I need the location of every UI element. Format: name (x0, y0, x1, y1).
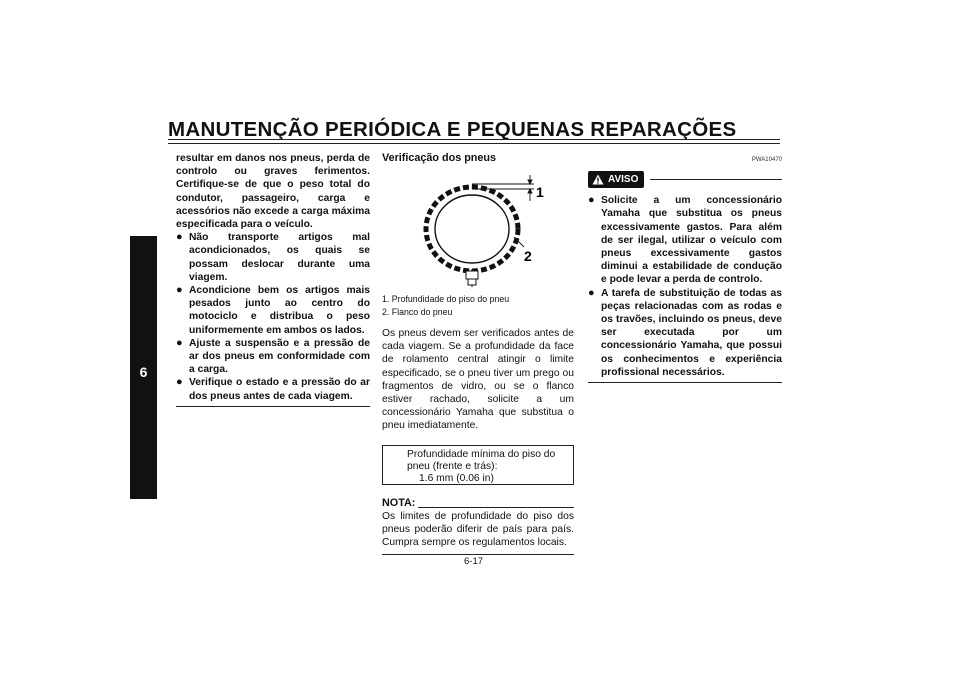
bullet-icon: ● (588, 286, 595, 299)
legend-item: 2. Flanco do pneu (382, 306, 453, 317)
section-end-rule (588, 382, 782, 383)
warning-header (588, 171, 782, 188)
spec-box (382, 445, 574, 485)
list-item: ● Solicite a um concessionário Yamaha que substitua os pneus excessivamente gastos. Para além de ser ilegal, utilizar o veículo com pneus excessivamente gastos diminui a estabilidade de condução e pode levar a perda de controlo. (588, 194, 782, 286)
column-3 (588, 152, 782, 383)
warning-rule (650, 179, 782, 180)
intro-text: resultar em danos nos pneus, perda de controlo ou graves ferimentos. Certifique-se de que o peso total do condutor, passageiro, carga e acessórios não excede a carga máxima especificada para o veículo. (176, 153, 370, 231)
warning-label: AVISO (608, 174, 639, 186)
note-header (382, 497, 574, 510)
warning-triangle-icon (592, 174, 604, 185)
spec-value: 1.6 mm (0.06 in) (419, 473, 494, 485)
bullet-icon: ● (176, 336, 183, 349)
note-text: Os limites de profundidade do piso dos pneus poderão diferir de país para país. Cumpra sempre os regulamentos locais. (382, 510, 574, 549)
chapter-tab (130, 236, 157, 499)
legend-item: 1. Profundidade do piso do pneu (382, 294, 510, 305)
warning-badge (588, 171, 644, 188)
column-1 (176, 152, 370, 407)
spec-label: Profundidade mínima do piso do (407, 448, 556, 460)
body-text: Os pneus devem ser verificados antes de cada viagem. Se a profundidade da face de rolamento central atingir o limite especificado, se o pneu tiver um prego ou fragmentos de vidro, ou se o flanco estiver rachado, solicite a um concessionário Yamaha que substitua o pneu imediatamente. (382, 328, 574, 432)
figure-legend (382, 293, 574, 318)
section-title: Verificação dos pneus (382, 152, 497, 164)
callout-2: 2 (524, 248, 532, 265)
callout-1: 1 (536, 184, 544, 201)
bullet-icon: ● (176, 284, 183, 297)
chapter-number: 6 (139, 364, 148, 380)
list-item: ● Verifique o estado e a pressão do ar dos pneus antes de cada viagem. (176, 376, 370, 402)
list-item: ● Acondicione bem os artigos mais pesados junto ao centro do motociclo e distribua o peso uniformemente em ambos os lados. (176, 284, 370, 336)
page-number: 6-17 (464, 556, 484, 567)
note-label: NOTA: (382, 496, 416, 509)
page-title: MANUTENÇÃO PERIÓDICA E PEQUENAS REPARAÇÕES (168, 118, 737, 141)
section-end-rule (176, 406, 370, 407)
spec-label: pneu (frente e trás): (407, 460, 498, 472)
bullet-icon: ● (588, 194, 595, 207)
bullet-icon: ● (176, 376, 183, 389)
list-item: ● Ajuste a suspensão e a pressão de ar dos pneus em conformidade com a carga. (176, 336, 370, 376)
column-2 (382, 152, 574, 555)
note-rule (418, 507, 574, 508)
title-rule (168, 139, 780, 144)
list-item: ● A tarefa de substituição de todas as peças relacionadas com as rodas e os travões, incluindo os pneus, deve ser executada por um concessionário Yamaha, que possui os conhecimentos e experiência profissional necessários. (588, 286, 782, 378)
bullet-icon: ● (176, 231, 183, 244)
warning-code: PWA10470 (751, 157, 782, 163)
tire-diagram (410, 171, 550, 289)
list-item: ● Não transporte artigos mal acondicionados, os quais se possam deslocar durante uma viagem. (176, 231, 370, 283)
